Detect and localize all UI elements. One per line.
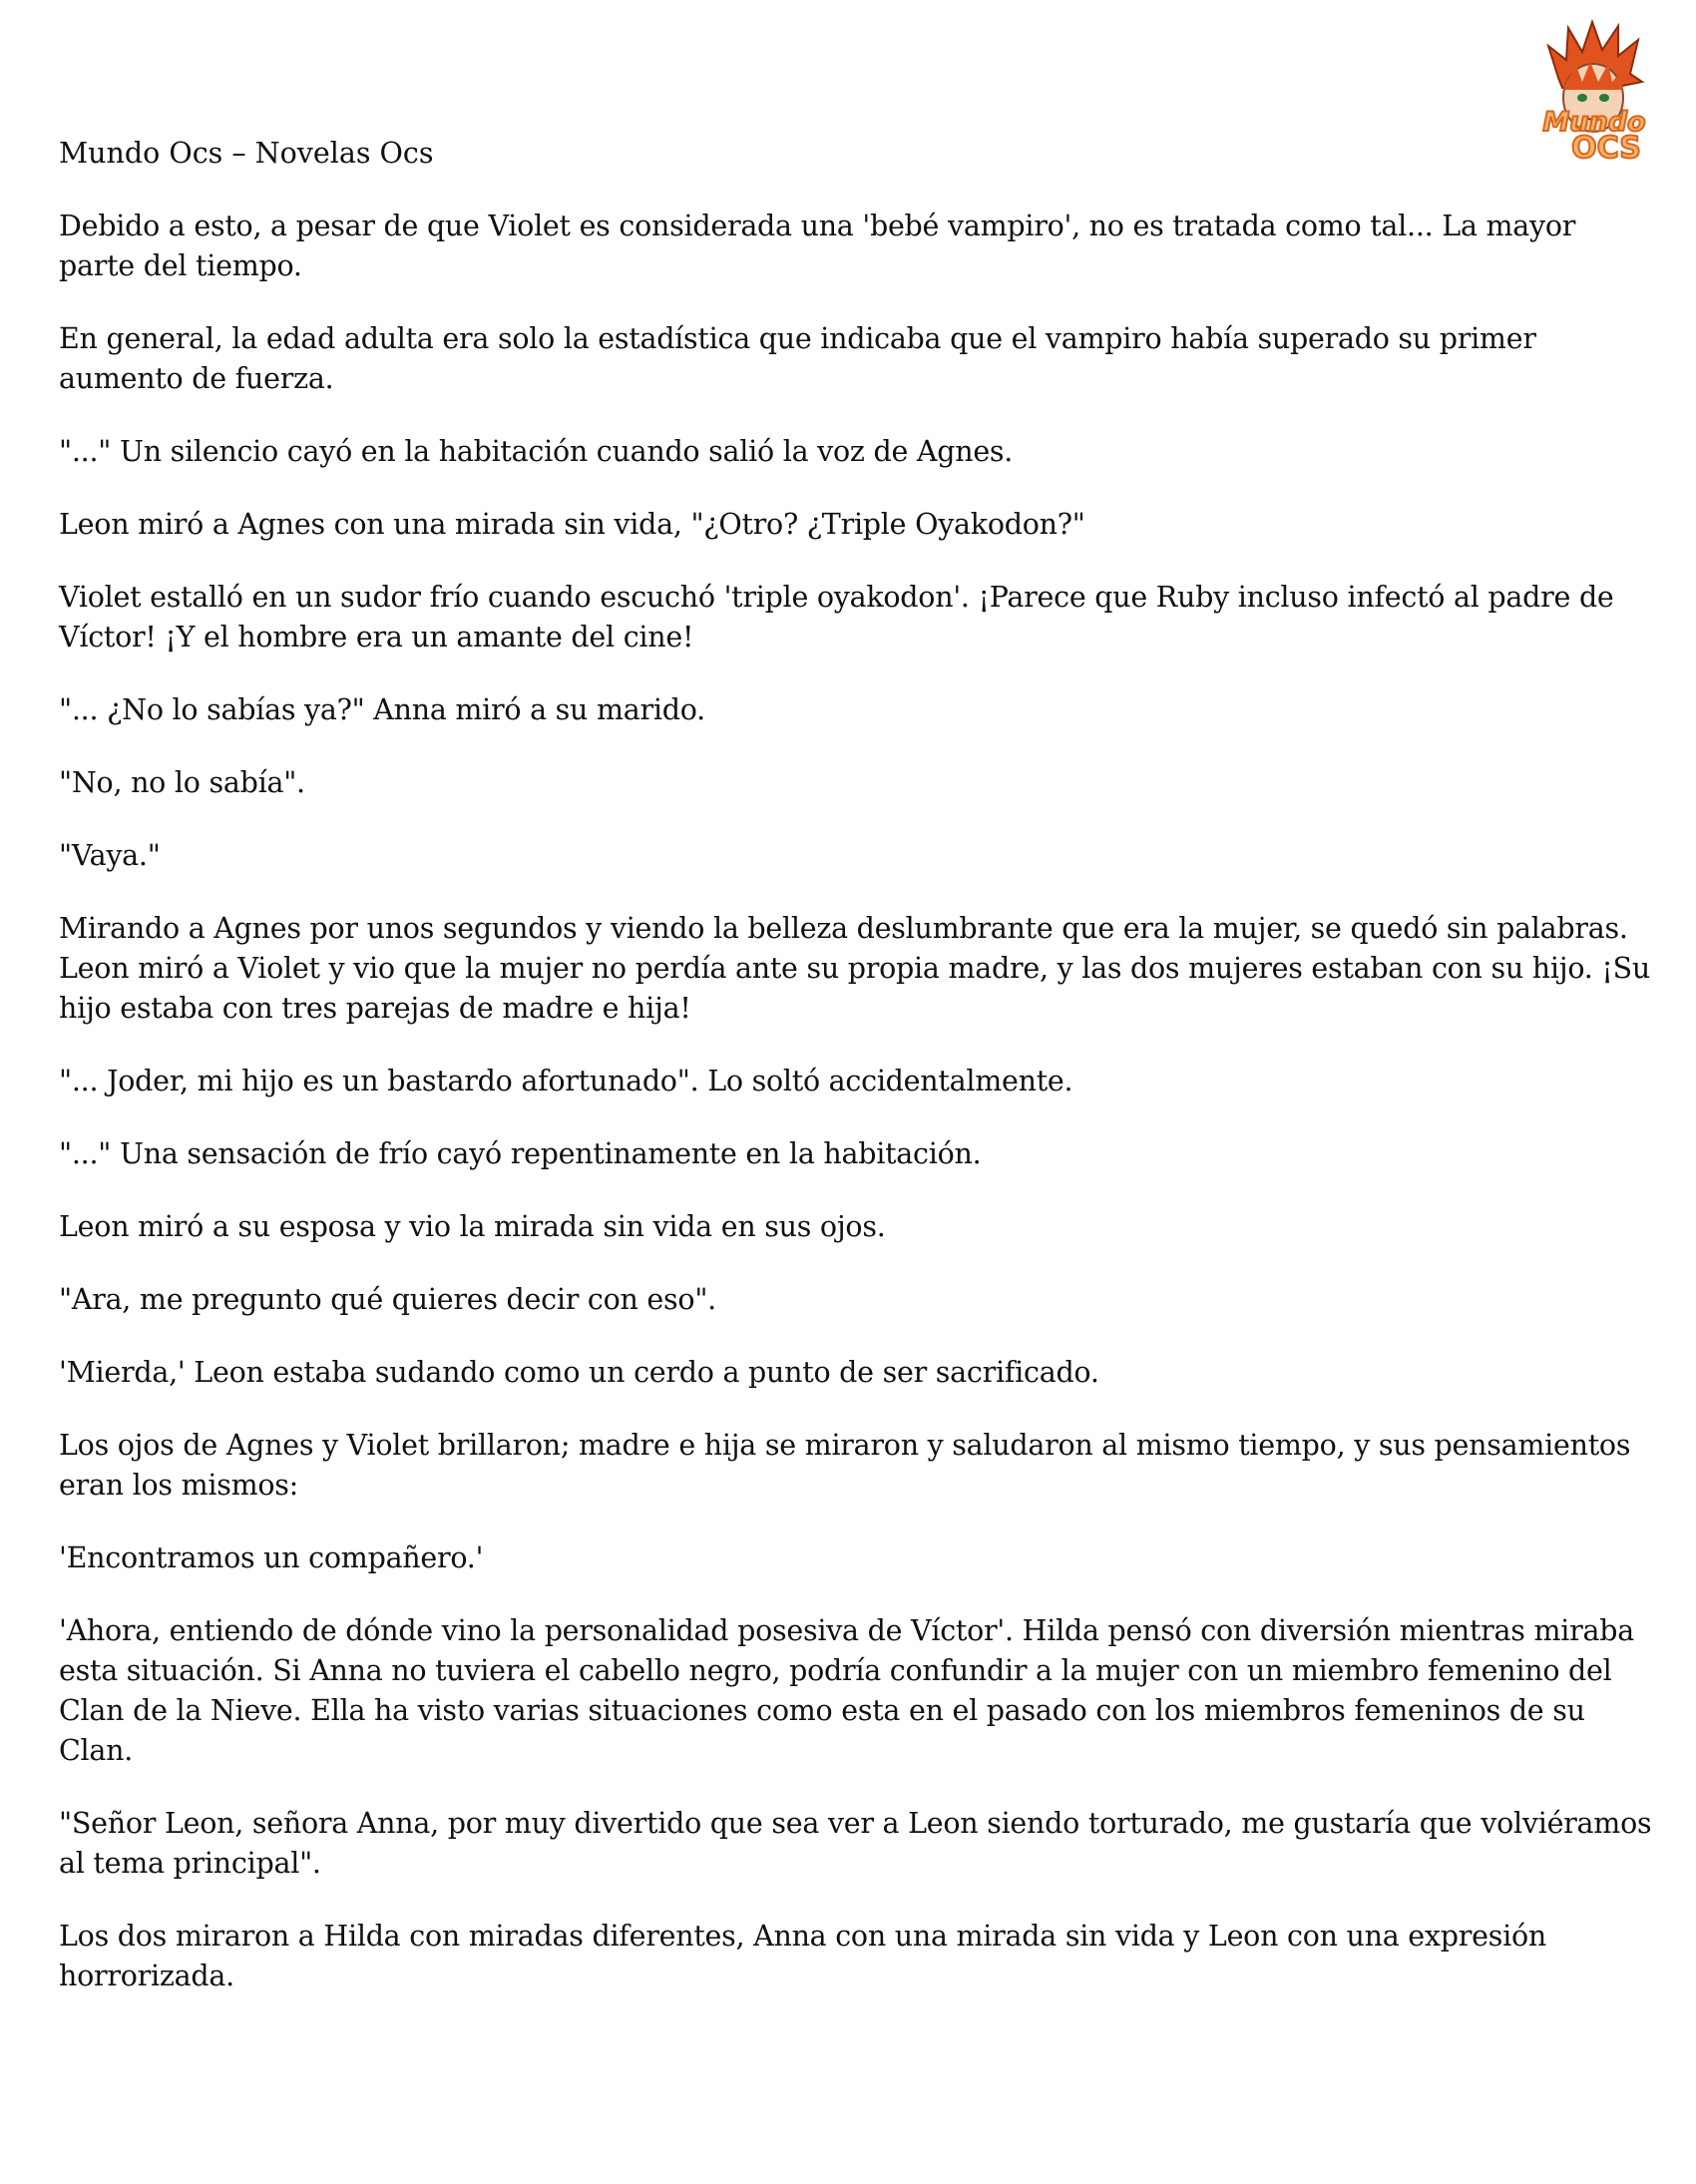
paragraph: 'Mierda,' Leon estaba sudando como un cerdo a punto de ser sacrificado. <box>59 1356 1099 1389</box>
paragraph: "..." Un silencio cayó en la habitación cuando salió la voz de Agnes. <box>59 435 1014 468</box>
paragraph: 'Encontramos un compañero.' <box>59 1541 484 1574</box>
paragraph: 'Ahora, entiendo de dónde vino la personalidad posesiva de Víctor'. Hilda pensó con diversión mientras miraba esta situación. Si Anna no tuviera el cabello negro, podría confundir a la mujer con un miembro femenino del Clan de la Nieve. Ella ha visto varias situaciones como esta en el pasado con los miembros femeninos de su Clan. <box>59 1614 1634 1767</box>
paragraph: Leon miró a Agnes con una mirada sin vida, "¿Otro? ¿Triple Oyakodon?" <box>59 508 1085 541</box>
paragraph: "Ara, me pregunto qué quieres decir con eso". <box>59 1283 716 1316</box>
document-body <box>59 134 1655 2029</box>
paragraph: "No, no lo sabía". <box>59 766 305 799</box>
page-header: Mundo Ocs – Novelas Ocs <box>59 137 434 170</box>
paragraph: Los ojos de Agnes y Violet brillaron; madre e hija se miraron y saludaron al mismo tiempo, y sus pensamientos eran los mismos: <box>59 1429 1631 1502</box>
logo-text-line1: Mundo <box>1542 107 1646 138</box>
logo-text-line2: OCS <box>1571 131 1641 166</box>
paragraph: "... Joder, mi hijo es un bastardo afortunado". Lo soltó accidentalmente. <box>59 1065 1073 1097</box>
paragraph: "Señor Leon, señora Anna, por muy divertido que sea ver a Leon siendo torturado, me gustaría que volviéramos al tema principal". <box>59 1807 1652 1880</box>
paragraph: Mirando a Agnes por unos segundos y viendo la belleza deslumbrante que era la mujer, se quedó sin palabras. Leon miró a Violet y vio que la mujer no perdía ante su propia madre, y las dos mujeres estaban con su hijo. ¡Su hijo estaba con tres parejas de madre e hija! <box>59 912 1650 1025</box>
paragraph: Los dos miraron a Hilda con miradas diferentes, Anna con una mirada sin vida y Leon con una expresión horrorizada. <box>59 1920 1546 1992</box>
paragraph: En general, la edad adulta era solo la estadística que indicaba que el vampiro había superado su primer aumento de fuerza. <box>59 322 1536 395</box>
paragraph: "..." Una sensación de frío cayó repentinamente en la habitación. <box>59 1137 982 1170</box>
paragraph: Leon miró a su esposa y vio la mirada sin vida en sus ojos. <box>59 1210 886 1243</box>
paragraph: "... ¿No lo sabías ya?" Anna miró a su marido. <box>59 693 705 726</box>
paragraph: "Vaya." <box>59 839 161 872</box>
paragraph: Violet estalló en un sudor frío cuando escuchó 'triple oyakodon'. ¡Parece que Ruby incluso infectó al padre de Víctor! ¡Y el hombre era un amante del cine! <box>59 581 1614 654</box>
paragraph: Debido a esto, a pesar de que Violet es considerada una 'bebé vampiro', no es tratada como tal... La mayor parte del tiempo. <box>59 210 1576 282</box>
